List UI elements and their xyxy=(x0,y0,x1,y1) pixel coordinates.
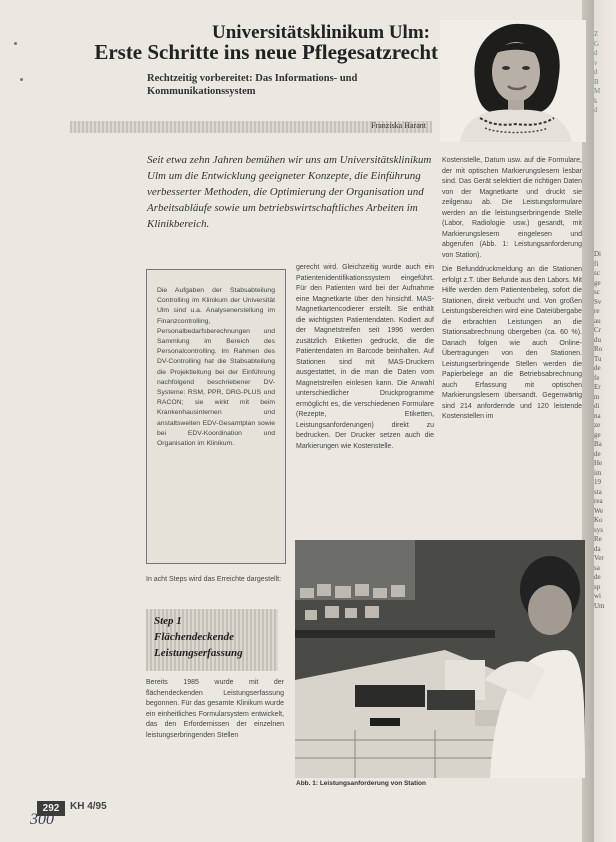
next-page-fragment-a: Z G d v d B M k d xyxy=(594,30,601,114)
right-column-paragraph-1: Kostenstelle, Datum usw. auf die Formulare, der mit optischen Markierungslesern lesbar sind. Das Gerät selektiert die richtigen Daten von der Magnetkarte und druckt sie zeilgenau ab. Die Leistungsformulare werden an die leistungserbringende Stelle (Labor, Radiologie usw.) gesandt, mit Markierungslesern eingelesen und abgerufen (Abb. 1: Leistungsanforderung von Station). xyxy=(442,157,582,259)
scan-speck xyxy=(20,78,23,81)
scan-speck xyxy=(14,42,17,45)
right-column xyxy=(442,156,582,427)
author-bar xyxy=(70,121,432,133)
info-sidebar-box xyxy=(146,269,286,564)
journal-issue: KH 4/95 xyxy=(70,801,107,812)
page-number: 292 xyxy=(37,801,65,816)
steps-intro: In acht Steps wird das Erreichte dargestellt: xyxy=(146,576,282,583)
author-portrait xyxy=(440,20,586,142)
article-title-line-2: Erste Schritte ins neue Pflegesatzrecht xyxy=(94,40,438,64)
author-name: Franziska Harant xyxy=(371,121,426,130)
lead-paragraph: Seit etwa zehn Jahren bemühen wir uns am Universitätsklinikum Ulm um die Entwicklung geeigneter Konzepte, die Einführung verbesserter Methoden, die Optimierung der Organisation und Arbeitsabläufe sowie um betriebswirtschaftliches Arbeiten im Klinikbereich. xyxy=(147,154,432,230)
middle-column-paragraph: gerecht wird. Gleichzeitig wurde auch ein Patientenidentifikationssystem eingeführt. Für den Patienten wird bei der Aufnahme eine Magnetkarte über den hinsichtl. MAS-Magnetkartencodierer erstellt. Sie enthält die wichtigsten Patientendaten. Kodiert auf der Magnetstreifen seit 1996 werden zusätzlich Etiketten gedruckt, die die Patientendaten im Barcode beinhalten. Auf Stationen sind mit MAS-Druckern ausgestattet, in die man die Daten vom Magnetstreifen einlesen kann. Die Anwahl unterschiedlicher Druckprogramme ermöglicht es, die verschiedenen Formulare (Rezepte, Etiketten, Leistungsanforderungen) direkt zu bedrucken. Der Drucker setzen auch die Markierungen wie Kostenstelle. xyxy=(296,264,434,450)
middle-column xyxy=(296,263,434,456)
step-label: Step 1 xyxy=(154,615,182,627)
station-photo xyxy=(295,540,585,778)
step-title-line-2: Leistungserfassung xyxy=(154,647,243,659)
step-body-text: Bereits 1985 wurde mit der flächendeckenden Leistungserfassung begonnen. Für das gesamte Klinikum wurde ein einheitliches Formularsystem entwickelt, das den Erfordernissen der einzelnen leistungserbringenden Stellen xyxy=(146,679,284,739)
step-heading-box xyxy=(146,609,278,671)
article-title-line-1: Universitätsklinikum Ulm: xyxy=(212,22,430,43)
step-title-line-1: Flächendeckende xyxy=(154,631,235,643)
right-column-paragraph-2: Die Befunddruckmeldung an die Stationen erfolgt z.T. über Befunde aus den Labors. Mit Hilfe werden dem Patientenbeleg, sofort die Stationen, direkt verbucht und. Von großen Leistungsbereichen wird eine Dateiübergabe die erbrachten Leistungen an die Stationsabrechnung übergeben (ca. 60 %). Danach folgen wie auch Online-Übertragungen von den Stationen. Leistungserbringende Stellen werden die Papierbelege an die Betriebsabrechnung auch Erfassung mit optischen Markierungslesern übersandt. Gegenwärtig sind 214 anfordernde und 120 leistende Kostenstellen im xyxy=(442,266,582,420)
sidebar-text: Die Aufgaben der Stabsabteilung Controlling im Klinikum der Universität Ulm sind u.a. Analysenerstellung im Finanzcontrolling, Personalbedarfsberechnungen und Sammlung im Bereich des Personalcontrolling. Im Rahmen des DV-Controlling hat die Stabsabteilung die Projektleitung bei der Einführung nachfolgend beschriebener DV-Systeme: RSM, PPR, DRG-PLUS und RACON; sie wirkt mit beim Krankenhausinternen und anstaltsweiten EDV-Gesamtplan sowie bei EDV-Koordination und Organisation im Klinikum. xyxy=(157,287,275,448)
next-page-fragment-b: Di fi sc ge sc Sv re au Cr du Ro Tu de fe Er m di na ze ge Ba de He im 19 sta rea We Ko sys Re da Ver sa de sp wi Um xyxy=(594,250,605,610)
photo-caption: Abb. 1: Leistungsanforderung von Station xyxy=(296,780,426,787)
next-page-strip xyxy=(592,0,616,842)
handwritten-note: 300 xyxy=(30,811,54,828)
article-subtitle: Rechtzeitig vorbereitet: Das Informations- und Kommunikationssystem xyxy=(147,73,358,97)
